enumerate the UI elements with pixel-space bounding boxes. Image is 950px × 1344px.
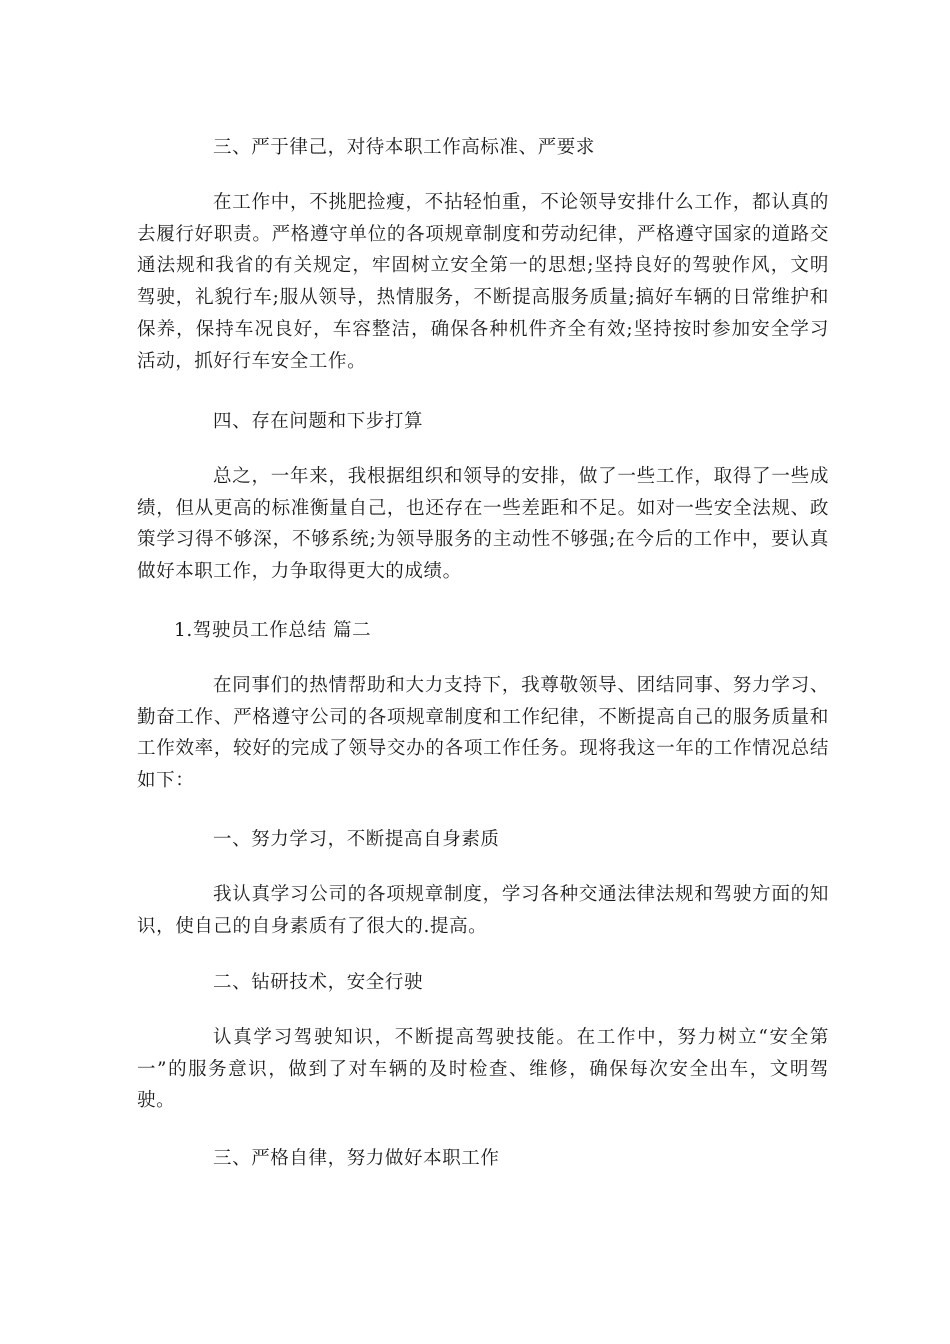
numbered-title-part-two: 1.驾驶员工作总结 篇二 (174, 620, 372, 641)
paragraph-study: 我认真学习公司的各项规章制度，学习各种交通法律法规和驾驶方面的知识，使自己的自身素质有了很大的.提高。 (137, 884, 829, 937)
section-heading-problems-plans: 四、存在问题和下步打算 (213, 411, 424, 432)
section-heading-technique-safety: 二、钻研技术，安全行驶 (213, 972, 424, 993)
paragraph-strict-discipline: 在工作中，不挑肥捡瘦，不拈轻怕重，不论领导安排什么工作，都认真的去履行好职责。严格遵守单位的各项规章制度和劳动纪律，严格遵守国家的道路交通法规和我省的有关规定，牢固树立安全第一的思想;坚持良好的驾驶作风，文明驾驶，礼貌行车;服从领导，热情服务，不断提高服务质量;搞好车辆的日常维护和保养，保持车况良好，车容整洁，确保各种机件齐全有效;坚持按时参加安全学习活动，抓好行车安全工作。 (137, 192, 829, 372)
paragraph-problems-plans: 总之，一年来，我根据组织和领导的安排，做了一些工作，取得了一些成绩，但从更高的标准衡量自己，也还存在一些差距和不足。如对一些安全法规、政策学习得不够深，不够系统;为领导服务的主动性不够强;在今后的工作中，要认真做好本职工作，力争取得更大的成绩。 (137, 466, 829, 583)
section-heading-strict-discipline: 三、严于律己，对待本职工作高标准、严要求 (213, 137, 596, 158)
paragraph-intro-part-two: 在同事们的热情帮助和大力支持下，我尊敬领导、团结同事、努力学习、勤奋工作、严格遵守公司的各项规章制度和工作纪律，不断提高自己的服务质量和工作效率，较好的完成了领导交办的各项工作任务。现将我这一年的工作情况总结如下： (137, 675, 829, 792)
paragraph-technique-safety: 认真学习驾驶知识，不断提高驾驶技能。在工作中，努力树立“安全第一”的服务意识，做到了对车辆的及时检查、维修，确保每次安全出车，文明驾驶。 (137, 1027, 829, 1112)
section-heading-self-discipline: 三、严格自律，努力做好本职工作 (213, 1148, 500, 1169)
section-heading-study: 一、努力学习，不断提高自身素质 (213, 829, 500, 850)
